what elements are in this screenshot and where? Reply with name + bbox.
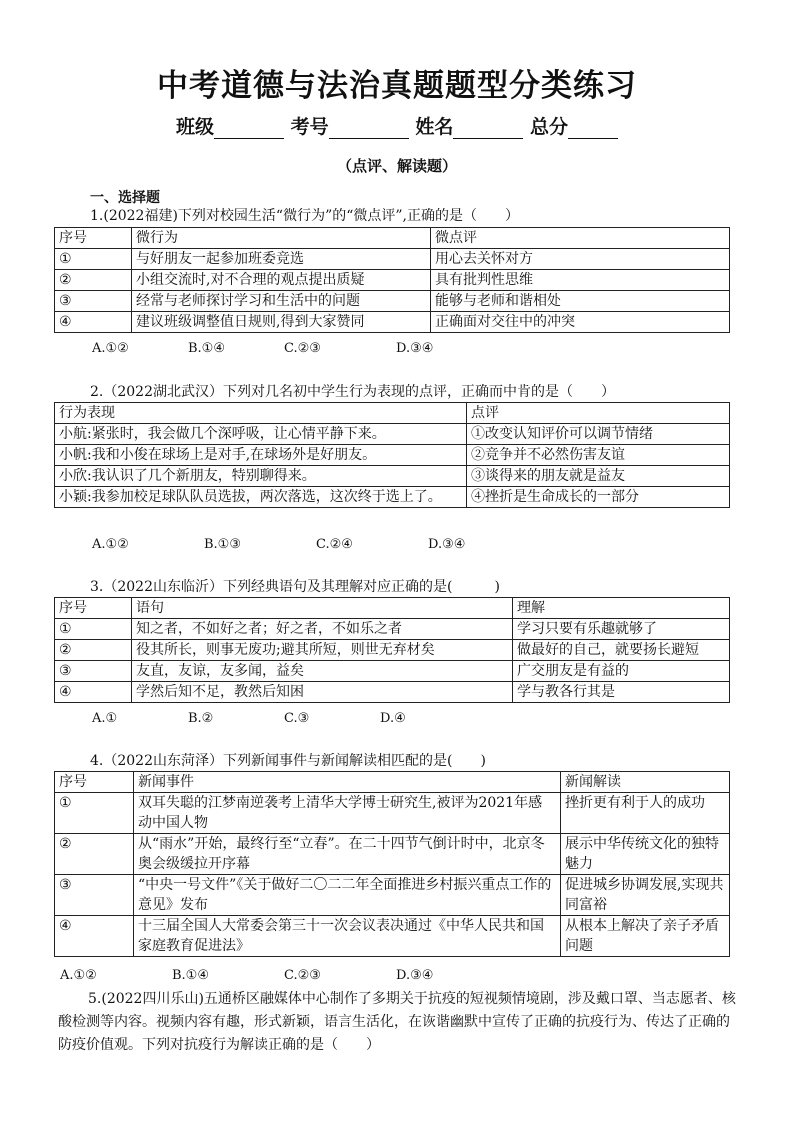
name-blank bbox=[453, 118, 523, 139]
table-cell: 能够与老师和谐相处 bbox=[431, 291, 730, 312]
table-cell: ②竞争并不必然伤害友谊 bbox=[467, 445, 730, 466]
table-row bbox=[55, 916, 730, 957]
option-c[interactable]: C.②③ bbox=[284, 968, 321, 983]
exam-number-label: 考号 bbox=[290, 116, 329, 138]
table-row bbox=[55, 834, 730, 875]
q4-stem: 4.（2022山东菏泽）下列新闻事件与新闻解读相匹配的是( ) bbox=[90, 753, 486, 769]
section-heading: 一、选择题 bbox=[90, 190, 160, 206]
table-cell: “中央一号文件”《关于做好二〇二二年全面推进乡村振兴重点工作的意见》发布 bbox=[134, 875, 561, 916]
table-row bbox=[55, 640, 730, 661]
table-header: 语句 bbox=[132, 598, 513, 619]
q4-table bbox=[54, 771, 730, 957]
table-row bbox=[55, 682, 730, 703]
table-row bbox=[55, 445, 730, 466]
option-b[interactable]: B.①③ bbox=[204, 537, 241, 552]
option-d[interactable]: D.③④ bbox=[396, 341, 434, 356]
table-row bbox=[55, 661, 730, 682]
option-a[interactable]: A.①② bbox=[60, 968, 97, 983]
exam-number-blank bbox=[329, 118, 409, 139]
q3-options bbox=[92, 711, 406, 726]
class-label: 班级 bbox=[176, 116, 215, 138]
table-row bbox=[55, 793, 730, 834]
table-cell: ①改变认知评价可以调节情绪 bbox=[467, 424, 730, 445]
subtitle: （点评、解读题） bbox=[336, 157, 457, 175]
table-cell: 正确面对交往中的冲突 bbox=[431, 312, 730, 333]
table-cell: 知之者，不如好之者；好之者，不如乐之者 bbox=[132, 619, 513, 640]
class-blank bbox=[214, 118, 284, 139]
table-header: 行为表现 bbox=[55, 403, 467, 424]
table-header: 理解 bbox=[513, 598, 730, 619]
table-cell: ② bbox=[55, 834, 134, 875]
table-cell: 具有批判性思维 bbox=[431, 270, 730, 291]
table-cell: ① bbox=[55, 619, 132, 640]
table-cell: ① bbox=[55, 249, 132, 270]
q1-stem: 1.(2022福建)下列对校园生活“微行为”的“微点评”,正确的是（ ） bbox=[90, 208, 519, 224]
table-header-row bbox=[55, 772, 730, 793]
table-cell: 建议班级调整值日规则,得到大家赞同 bbox=[132, 312, 431, 333]
exam-info-line bbox=[0, 112, 794, 139]
table-header: 微行为 bbox=[132, 228, 431, 249]
table-row bbox=[55, 619, 730, 640]
option-d[interactable]: D.④ bbox=[380, 711, 406, 726]
table-header: 点评 bbox=[467, 403, 730, 424]
table-cell: 做最好的自己，就要扬长避短 bbox=[513, 640, 730, 661]
q2-options bbox=[92, 537, 465, 552]
table-cell: ④ bbox=[55, 682, 132, 703]
table-cell: ③ bbox=[55, 875, 134, 916]
table-cell: ④ bbox=[55, 312, 132, 333]
table-cell: 用心去关怀对方 bbox=[431, 249, 730, 270]
table-header-row bbox=[55, 403, 730, 424]
table-cell: 挫折更有利于人的成功 bbox=[561, 793, 730, 834]
table-cell: 促进城乡协调发展,实现共同富裕 bbox=[561, 875, 730, 916]
table-cell: 小航:紧张时，我会做几个深呼吸，让心情平静下来。 bbox=[55, 424, 467, 445]
table-row bbox=[55, 875, 730, 916]
table-cell: 从根本上解决了亲子矛盾问题 bbox=[561, 916, 730, 957]
q2-stem: 2.（2022湖北武汉）下列对几名初中学生行为表现的点评，正确而中肯的是（ ） bbox=[90, 384, 615, 400]
option-a[interactable]: A.① bbox=[92, 711, 118, 726]
table-cell: 小颖:我参加校足球队队员选拔，两次落选，这次终于选上了。 bbox=[55, 487, 467, 508]
table-header: 序号 bbox=[55, 772, 134, 793]
q1-table bbox=[54, 227, 730, 333]
q2-table bbox=[54, 402, 730, 508]
q3-table bbox=[54, 597, 730, 703]
table-cell: 小组交流时,对不合理的观点提出质疑 bbox=[132, 270, 431, 291]
table-header: 新闻事件 bbox=[134, 772, 561, 793]
option-a[interactable]: A.①② bbox=[92, 341, 129, 356]
table-cell: ① bbox=[55, 793, 134, 834]
table-cell: 展示中华传统文化的独特魅力 bbox=[561, 834, 730, 875]
table-header: 序号 bbox=[55, 228, 132, 249]
table-cell: 与好朋友一起参加班委竞选 bbox=[132, 249, 431, 270]
table-cell: 学然后知不足，教然后知困 bbox=[132, 682, 513, 703]
table-cell: 友直，友谅，友多闻，益矣 bbox=[132, 661, 513, 682]
table-cell: 经常与老师探讨学习和生活中的问题 bbox=[132, 291, 431, 312]
table-cell: ② bbox=[55, 270, 132, 291]
table-cell: 学习只要有乐趣就够了 bbox=[513, 619, 730, 640]
score-blank bbox=[568, 118, 618, 139]
table-cell: 双耳失聪的江梦南逆袭考上清华大学博士研究生,被评为2021年感动中国人物 bbox=[134, 793, 561, 834]
option-c[interactable]: C.③ bbox=[284, 711, 310, 726]
table-cell: ③ bbox=[55, 291, 132, 312]
table-row bbox=[55, 466, 730, 487]
option-c[interactable]: C.②③ bbox=[284, 341, 321, 356]
table-cell: 广交朋友是有益的 bbox=[513, 661, 730, 682]
table-cell: ④挫折是生命成长的一部分 bbox=[467, 487, 730, 508]
table-header: 新闻解读 bbox=[561, 772, 730, 793]
table-cell: ② bbox=[55, 640, 132, 661]
option-b[interactable]: B.①④ bbox=[188, 341, 225, 356]
option-b[interactable]: B.①④ bbox=[172, 968, 209, 983]
option-d[interactable]: D.③④ bbox=[396, 968, 434, 983]
q5-text: 5.(2022四川乐山)五通桥区融媒体中心制作了多期关于抗疫的短视频情境剧，涉及戴口罩、当志愿者、核酸检测等内容。视频内容有趣，形式新颖，语言生活化，在诙谐幽默中宣传了正确的抗疫行为、传达了正确的防疫价值观。下列对抗疫行为解读正确的是（ ） bbox=[58, 991, 736, 1053]
score-label: 总分 bbox=[529, 116, 568, 138]
table-cell: 从“雨水”开始，最终行至“立春”。在二十四节气倒计时中，北京冬奥会级缓拉开序幕 bbox=[134, 834, 561, 875]
table-row bbox=[55, 424, 730, 445]
table-cell: ④ bbox=[55, 916, 134, 957]
table-cell: ③ bbox=[55, 661, 132, 682]
q1-options bbox=[92, 341, 433, 356]
table-cell: 小帆:我和小俊在球场上是对手,在球场外是好朋友。 bbox=[55, 445, 467, 466]
table-header-row bbox=[55, 228, 730, 249]
table-row bbox=[55, 270, 730, 291]
option-a[interactable]: A.①② bbox=[92, 537, 129, 552]
table-row bbox=[55, 291, 730, 312]
table-cell: ③谈得来的朋友就是益友 bbox=[467, 466, 730, 487]
table-cell: 小欣:我认识了几个新朋友，特别聊得来。 bbox=[55, 466, 467, 487]
table-cell: 役其所长，则事无废功;避其所短，则世无弃材矣 bbox=[132, 640, 513, 661]
name-label: 姓名 bbox=[415, 116, 454, 138]
page-title: 中考道德与法治真题题型分类练习 bbox=[157, 68, 637, 104]
option-d[interactable]: D.③④ bbox=[428, 537, 466, 552]
q4-options bbox=[60, 968, 433, 983]
table-header: 序号 bbox=[55, 598, 132, 619]
q3-stem: 3.（2022山东临沂）下列经典语句及其理解对应正确的是( ) bbox=[90, 579, 500, 595]
table-header-row bbox=[55, 598, 730, 619]
table-row bbox=[55, 487, 730, 508]
option-c[interactable]: C.②④ bbox=[316, 537, 353, 552]
table-row bbox=[55, 312, 730, 333]
table-cell: 学与教各行其是 bbox=[513, 682, 730, 703]
table-cell: 十三届全国人大常委会第三十一次会议表决通过《中华人民共和国家庭教育促进法》 bbox=[134, 916, 561, 957]
table-header: 微点评 bbox=[431, 228, 730, 249]
table-row bbox=[55, 249, 730, 270]
option-b[interactable]: B.② bbox=[188, 711, 214, 726]
